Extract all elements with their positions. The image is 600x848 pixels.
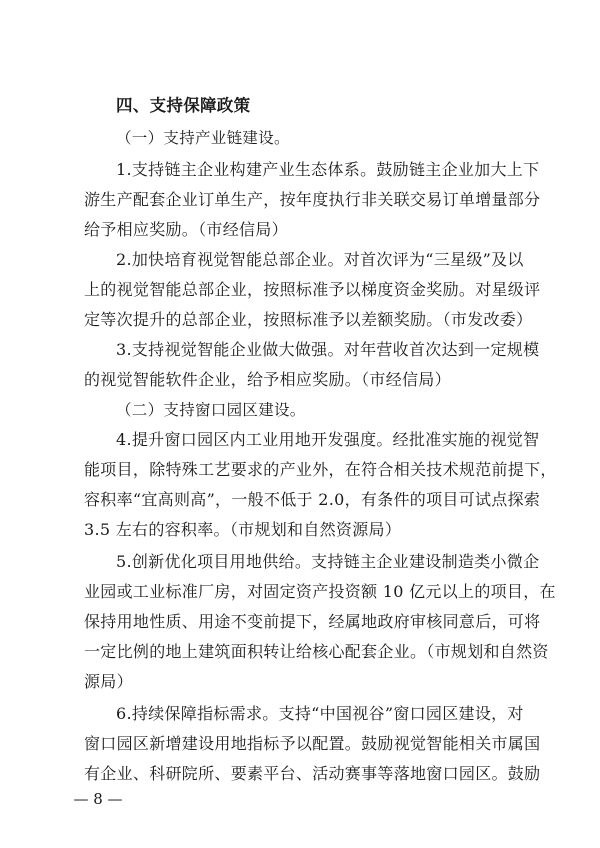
paragraph-2-line-2: 上的视觉智能总部企业，按照标准予以梯度资金奖励。对星级评 — [84, 280, 541, 299]
paragraph-5-line-4: 一定比例的地上建筑面积转让给核心配套企业。（市规划和自然资 — [84, 642, 549, 661]
paragraph-1-line-2: 游生产配套企业订单生产，按年度执行非关联交易订单增量部分 — [84, 190, 541, 209]
subsection-heading-2: （二）支持窗口园区建设。 — [116, 401, 306, 419]
paragraph-6-line-2: 窗口园区新增建设用地指标予以配置。鼓励视觉智能相关市属国 — [84, 734, 541, 753]
paragraph-1-line-3: 给予相应奖励。（市经信局） — [84, 220, 288, 239]
paragraph-4-line-2: 能项目，除特殊工艺要求的产业外，在符合相关技术规范前提下， — [84, 460, 557, 479]
paragraph-5-line-2: 业园或工业标准厂房，对固定资产投资额 10 亿元以上的项目，在 — [84, 582, 556, 601]
paragraph-3-line-1: 3.支持视觉智能企业做大做强。对年营收首次达到一定规模 — [116, 340, 540, 359]
paragraph-4-line-4: 3.5 左右的容积率。（市规划和自然资源局） — [84, 520, 402, 539]
paragraph-6-line-3: 有企业、科研院所、要素平台、活动赛事等落地窗口园区。鼓励 — [84, 764, 541, 783]
paragraph-2-line-3: 定等次提升的总部企业，按照标准予以差额奖励。（市发改委） — [84, 310, 533, 329]
paragraph-4-line-3: 容积率“宜高则高”，一般不低于 2.0，有条件的项目可试点探索 — [84, 490, 541, 509]
paragraph-3-line-2: 的视觉智能软件企业，给予相应奖励。（市经信局） — [84, 370, 451, 389]
paragraph-5-line-3: 保持用地性质、用途不变前提下，经属地政府审核同意后，可将 — [84, 612, 541, 631]
paragraph-1-line-1: 1.支持链主企业构建产业生态体系。鼓励链主企业加大上下 — [116, 160, 540, 179]
paragraph-5-line-1: 5.创新优化项目用地供给。支持链主企业建设制造类小微企 — [116, 552, 540, 571]
section-heading: 四、支持保障政策 — [116, 96, 251, 115]
page-number: — 8 — — [73, 790, 123, 808]
paragraph-5-line-5: 源局） — [84, 672, 133, 691]
subsection-heading-1: （一）支持产业链建设。 — [116, 129, 290, 147]
paragraph-2-line-1: 2.加快培育视觉智能总部企业。对首次评为“三星级”及以 — [116, 250, 524, 269]
paragraph-6-line-1: 6.持续保障指标需求。支持“中国视谷”窗口园区建设，对 — [116, 704, 524, 723]
paragraph-4-line-1: 4.提升窗口园区内工业用地开发强度。经批准实施的视觉智 — [116, 430, 540, 449]
